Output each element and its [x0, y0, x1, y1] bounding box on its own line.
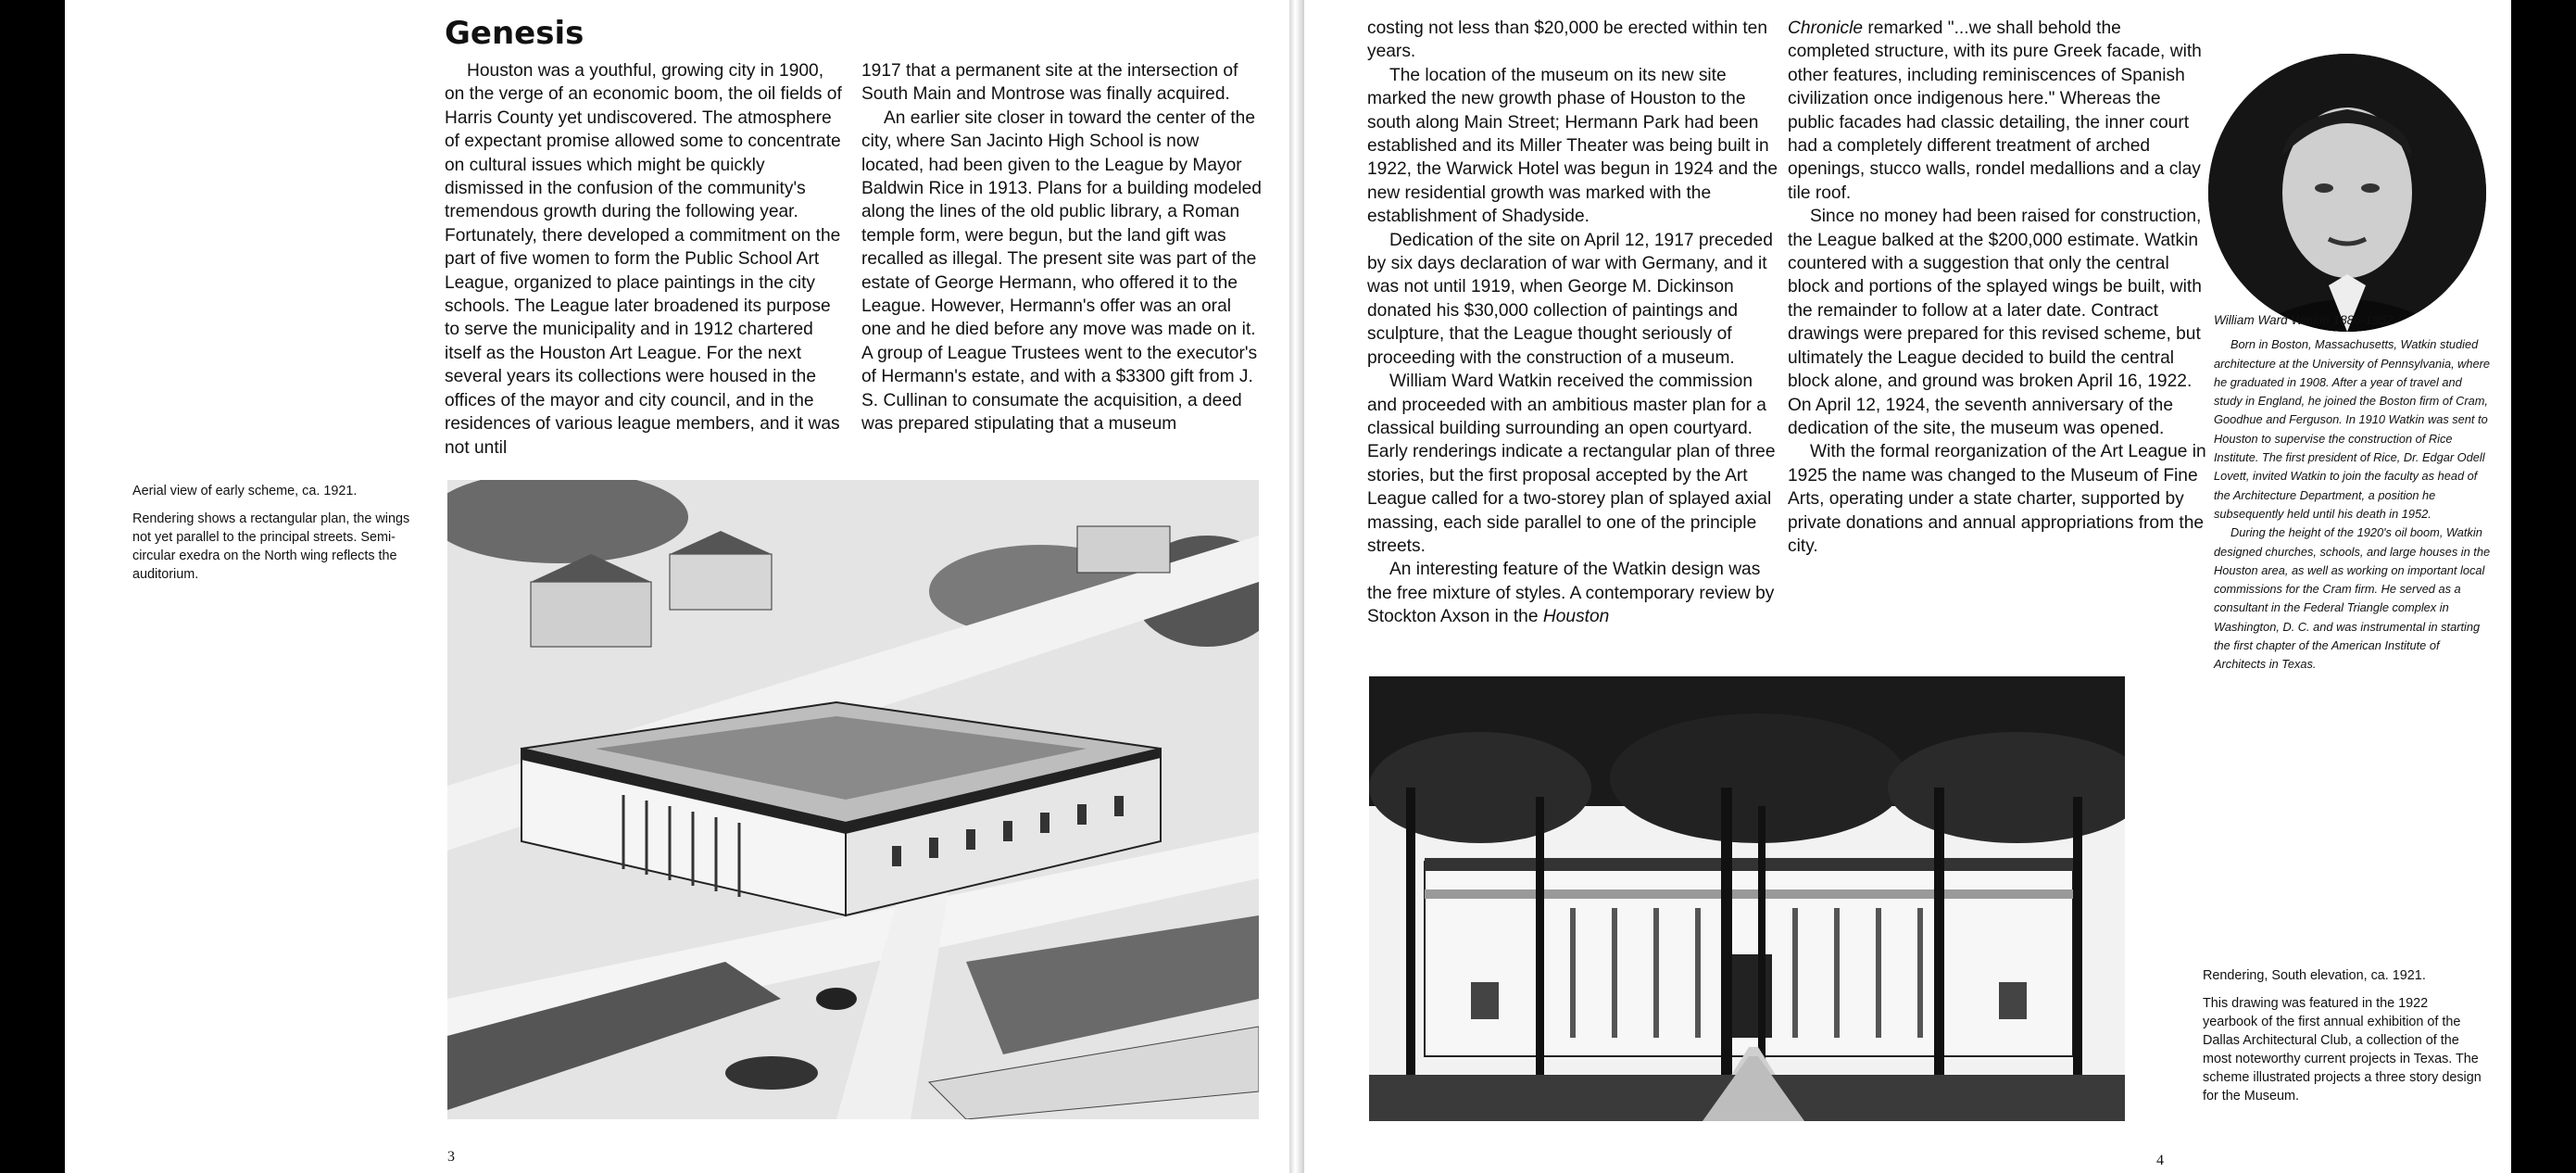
watkin-bio	[2214, 311, 2492, 675]
south-elevation-image	[1369, 676, 2125, 1121]
page-number: 4	[2156, 1153, 2164, 1168]
bio-paragraph: Born in Boston, Massachusetts, Watkin studied architecture at the University of Pennsylvania, where he graduated in 1908. After a year of travel and study in England, he joined the Boston firm of Cram, Goodhue and Ferguson. In 1910 Watkin was sent to Houston to supervise the construction of Rice Institute. The first president of Rice, Dr. Edgar Odell Lovett, invited Watkin to join the faculty as head of the Architecture Department, a position he subsequently held until his death in 1952.	[2214, 337, 2491, 521]
paragraph: With the formal reorganization of the Art League in 1925 the name was changed to the Museum of Fine Arts, operating under a state charter, supported by private donations and annual appropriations from the city.	[1788, 442, 2206, 556]
portrait-drawing	[2208, 54, 2486, 332]
newspaper-name: Houston	[1542, 607, 1610, 627]
aerial-caption	[132, 482, 410, 584]
elevation-caption	[2203, 966, 2486, 1105]
paragraph	[1788, 17, 2206, 205]
aerial-rendering-image	[447, 480, 1259, 1119]
aerial-rendering-drawing	[447, 480, 1259, 1119]
paragraph: Since no money had been raised for construction, the League balked at the $200,000 estimate. Watkin countered with a suggestion that only the central block and portions of the splayed wings be built, with the remainder to follow at a later date. Contract drawings were prepared for this revised scheme, but ultimately the League decided to build the central block alone, and ground was broken April 16, 1922. On April 12, 1924, the seventh anniversary of the dedication of the site, the museum was opened.	[1788, 207, 2202, 438]
paragraph: An earlier site closer in toward the center of the city, where San Jacinto High School is now located, had been given to the League by Mayor Baldwin Rice in 1913. Plans for a building modeled along the lines of the old public library, a Roman temple form, were begun, but the land gift was recalled as illegal. The present site was part of the estate of George Hermann, who offered it to the League. However, Hermann's offer was an oral one and he died before any move was made on it. A group of League Trustees went to the executor's of Hermann's estate, and with a $3300 gift from J. S. Cullinan to consumate the acquisition, a deed was prepared stipulating that a museum	[861, 107, 1262, 435]
paragraph: The location of the museum on its new site marked the new growth phase of Houston to the south along Main Street; Hermann Park had been established and its Miller Theater was being built in 1922, the Warwick Hotel was begun in 1924 and the new residential growth was marked with the establishment of Shadyside.	[1367, 65, 1778, 227]
left-page	[65, 0, 1289, 1173]
newspaper-name: Chronicle	[1788, 19, 1864, 38]
caption-body: Rendering shows a rectangular plan, the wings not yet parallel to the principal streets. Semi-circular exedra on the North wing reflects the auditorium.	[132, 511, 410, 582]
left-column-1	[445, 59, 843, 460]
book-gutter	[1289, 0, 1304, 1173]
paragraph	[1367, 558, 1778, 628]
caption-title: Aerial view of early scheme, ca. 1921.	[132, 484, 358, 498]
right-page	[1304, 0, 2511, 1173]
caption-body: This drawing was featured in the 1922 yearbook of the first annual exhibition of the Dallas Architectural Club, a collection of the most noteworthy current projects in Texas. The scheme illustrated projects a three story design for the Museum.	[2203, 996, 2482, 1104]
right-column-2	[1788, 17, 2206, 558]
bio-paragraph: During the height of the 1920's oil boom, Watkin designed churches, schools, and large houses in the Houston area, as well as working on important local commissions for the Cram firm. He served as a consultant in the Federal Triangle complex in Washington, D. C. and was instrumental in starting the first chapter of the American Institute of Architects in Texas.	[2214, 525, 2491, 672]
page-heading: Genesis	[445, 15, 584, 52]
paragraph-text: An interesting feature of the Watkin design was the free mixture of styles. A contemporary review by Stockton Axson in the	[1367, 560, 1775, 627]
paragraph: 1917 that a permanent site at the intersection of South Main and Montrose was finally acquired.	[861, 61, 1238, 105]
paragraph: William Ward Watkin received the commission and proceeded with an ambitious master plan for a classical building surrounding an open courtyard. Early renderings indicate a rectangular plan of three stories, but the first proposal accepted by the Art League called for a two-storey plan of splayed axial massing, each side parallel to one of the principle streets.	[1367, 372, 1776, 556]
bio-body	[2214, 335, 2492, 674]
watkin-portrait	[2208, 54, 2486, 332]
right-column-1	[1367, 17, 1778, 629]
page-number: 3	[447, 1149, 455, 1165]
paragraph-text: remarked "...we shall behold the completed structure, with its pure Greek facade, with other features, including reminiscences of Spanish civilization once indigenous here." Whereas the public facades had classic detailing, the inner court had a completely different treatment of arched openings, stucco walls, rondel medallions and a clay tile roof.	[1788, 19, 2202, 203]
paragraph: costing not less than $20,000 be erected within ten years.	[1367, 19, 1768, 62]
caption-title: Rendering, South elevation, ca. 1921.	[2203, 968, 2426, 983]
south-elevation-drawing	[1369, 676, 2125, 1121]
left-column-2	[861, 59, 1262, 436]
bio-title: William Ward Watkin 1886-1952	[2214, 313, 2394, 327]
paragraph: Houston was a youthful, growing city in 1900, on the verge of an economic boom, the oil fields of Harris County yet undiscovered. The atmosphere of expectant promise allowed some to concentrate on cultural issues which might be quickly dismissed in the confusion of the community's tremendous growth during the following year. Fortunately, there developed a commitment on the part of five women to form the Public School Art League, organized to place paintings in the city schools. The League later broadened its purpose to serve the municipality and in 1912 chartered itself as the Houston Art League. For the next several years its collections were housed in the offices of the mayor and city council, and in the residences of various league members, and it was not until	[445, 61, 842, 458]
paragraph: Dedication of the site on April 12, 1917 preceded by six days declaration of war with Germany, and it was not until 1919, when George M. Dickinson donated his $30,000 collection of paintings and sculpture, that the League thought seriously of proceeding with the construction of a museum.	[1367, 230, 1773, 368]
